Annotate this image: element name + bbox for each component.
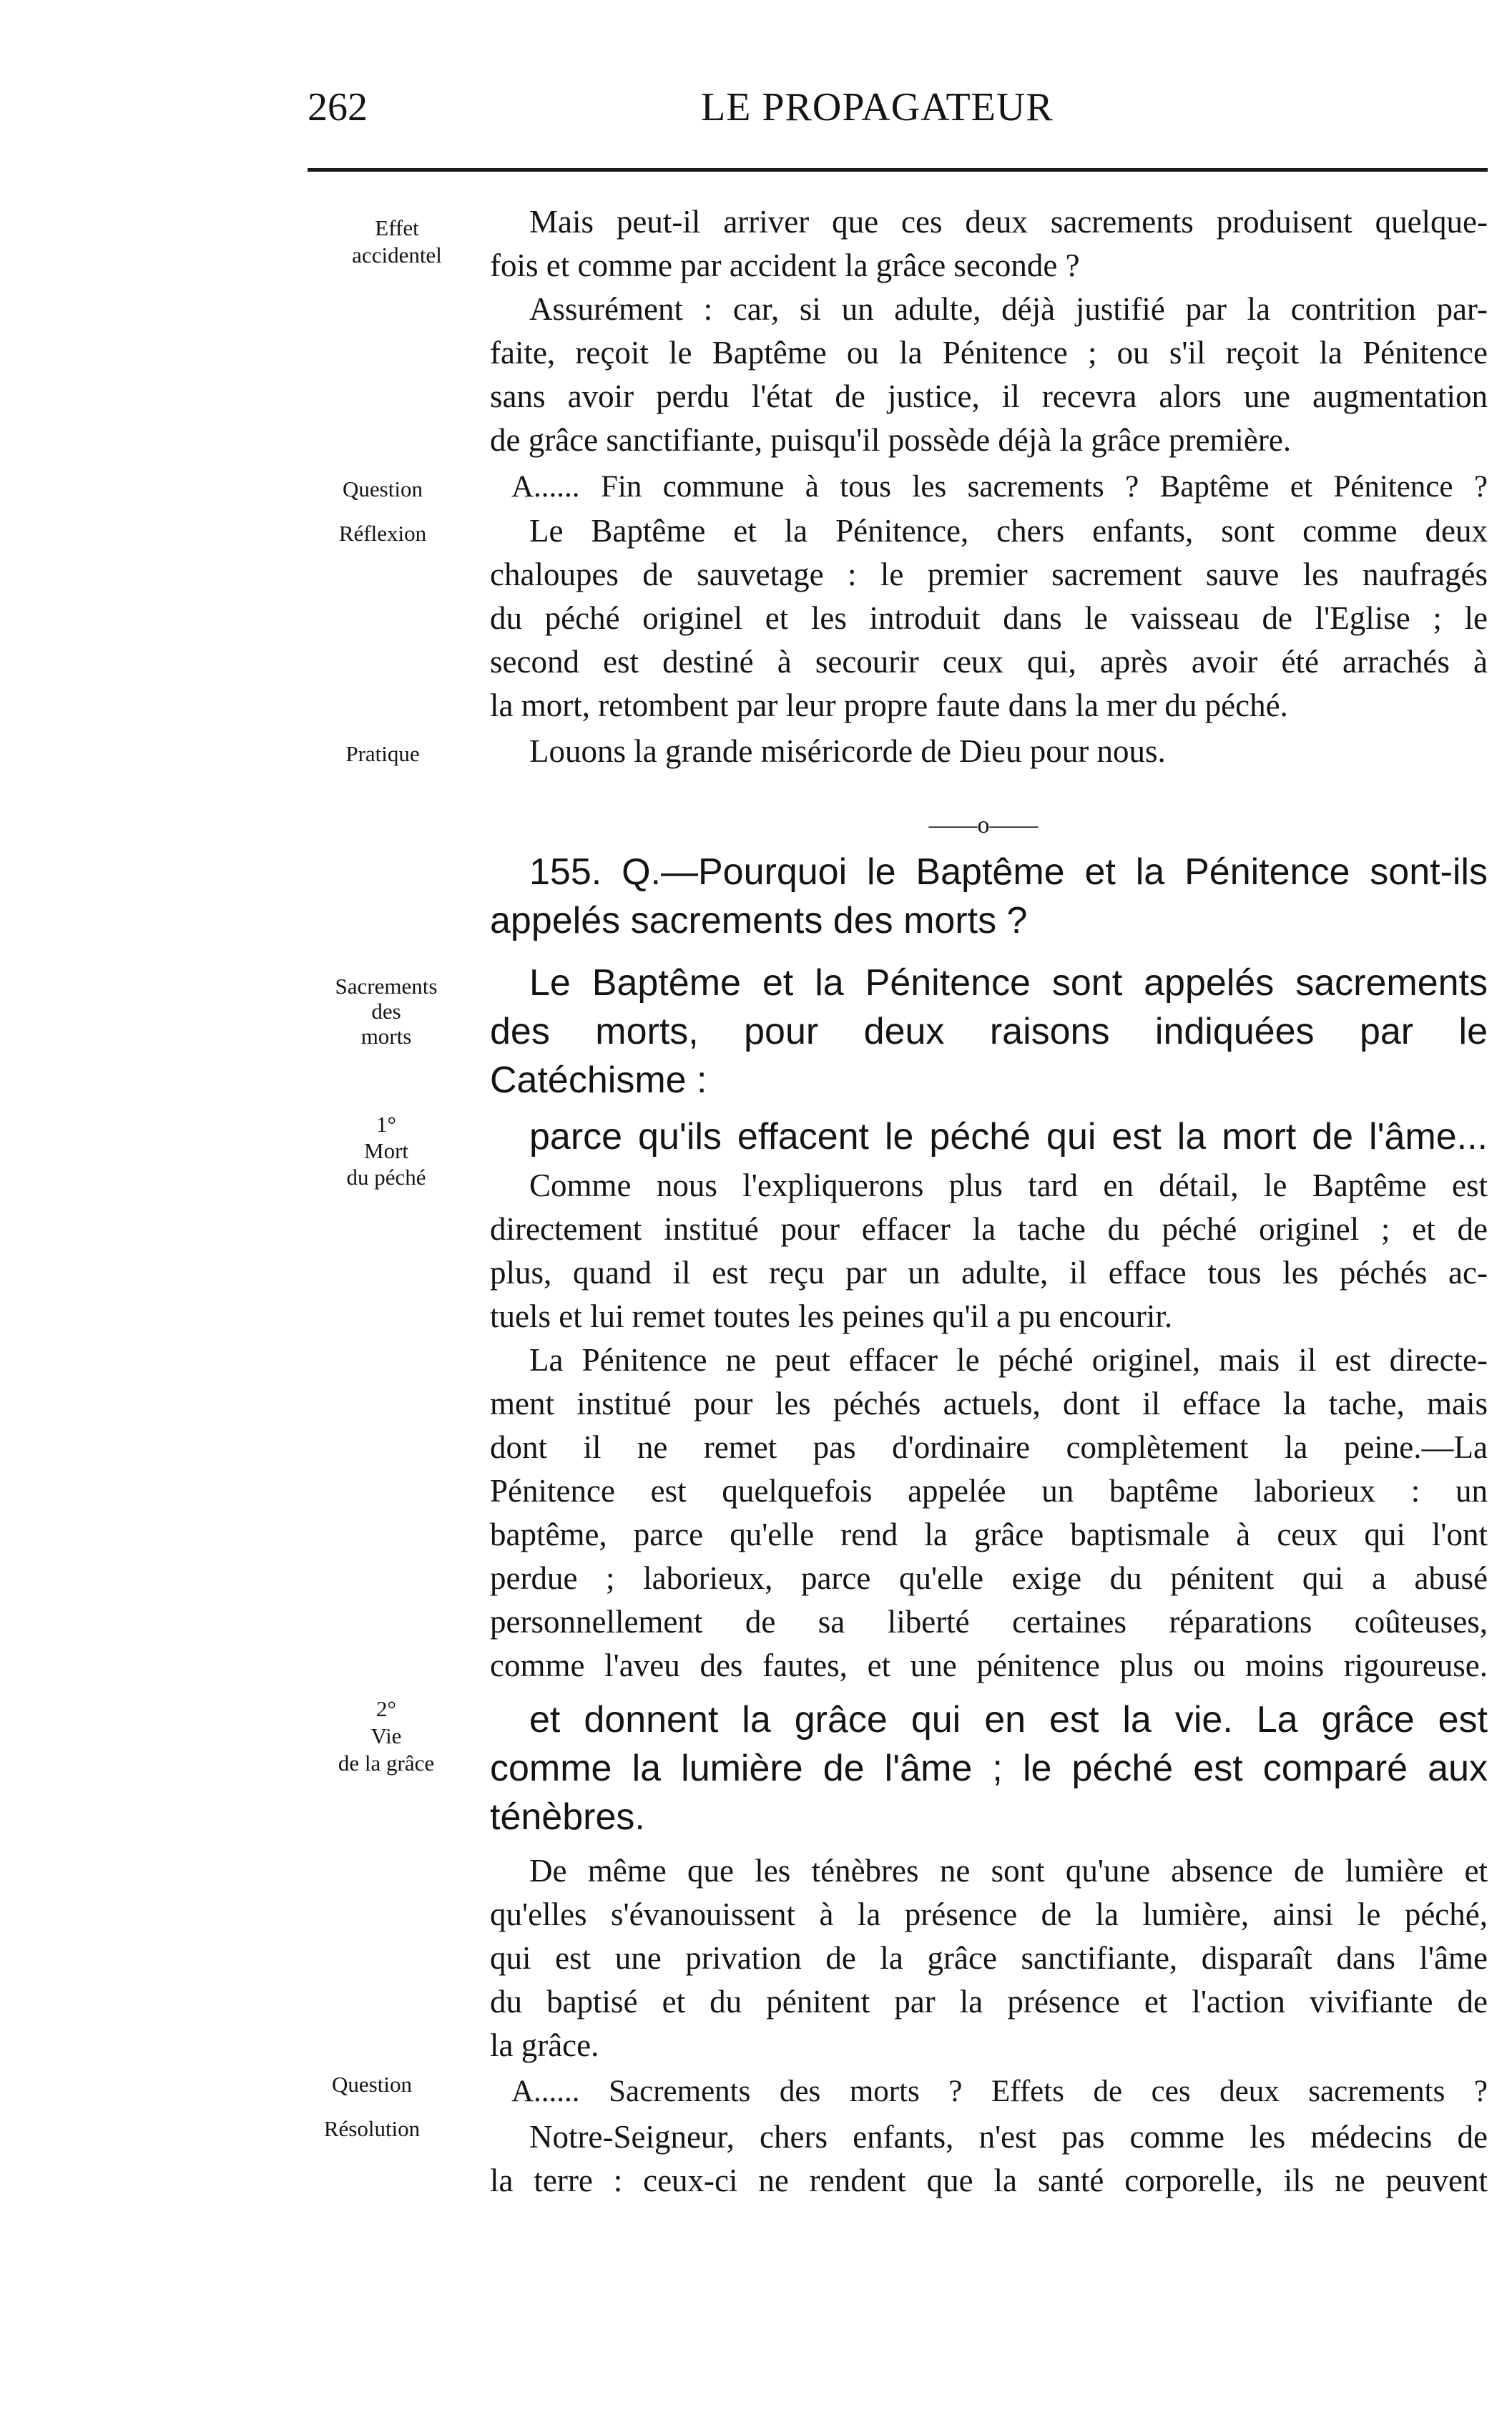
margin-note: accidentel bbox=[352, 243, 442, 268]
body-line: ment institué pour les péchés actuels, dont il efface la tache, mais bbox=[490, 1386, 1488, 1421]
running-title: LE PROPAGATEUR bbox=[701, 85, 1054, 129]
answer-line: parce qu'ils effacent le péché qui est la mort de l'âme... bbox=[529, 1116, 1488, 1157]
body-line: qui est une privation de la grâce sanctifiante, disparaît dans l'âme bbox=[490, 1940, 1488, 1976]
body-line: sans avoir perdu l'état de justice, il recevra alors une augmentation bbox=[490, 378, 1488, 414]
body-line: Assurément : car, si un adulte, déjà justifié par la contrition par- bbox=[529, 291, 1488, 327]
margin-note: morts bbox=[360, 1024, 412, 1049]
body-line: chaloupes de sauvetage : le premier sacrement sauve les naufragés bbox=[490, 557, 1488, 592]
margin-note: des bbox=[371, 999, 401, 1024]
body-line: Comme nous l'expliquerons plus tard en détail, le Baptême est bbox=[529, 1168, 1488, 1203]
margin-note: Sacrements bbox=[335, 974, 438, 999]
body-line: Louons la grande miséricorde de Dieu pour nous. bbox=[529, 733, 1166, 769]
body-line: personnellement de sa liberté certaines réparations coûteuses, bbox=[490, 1604, 1488, 1640]
margin-note: Pratique bbox=[345, 741, 420, 766]
question-line: A...... Sacrements des morts ? Effets de ces deux sacrements ? bbox=[511, 2075, 1488, 2108]
body-line: perdue ; laborieux, parce qu'elle exige du pénitent qui a abusé bbox=[490, 1560, 1488, 1596]
answer-line: ténèbres. bbox=[490, 1796, 645, 1838]
header-rule bbox=[308, 168, 1488, 172]
margin-note: 1° bbox=[376, 1112, 396, 1137]
body-line: du péché originel et les introduit dans le vaisseau de l'Eglise ; le bbox=[490, 600, 1488, 636]
body-line: Notre-Seigneur, chers enfants, n'est pas comme les médecins de bbox=[529, 2119, 1488, 2155]
section-separator: ——o—— bbox=[928, 812, 1039, 838]
question-heading: 155. Q.—Pourquoi le Baptême et la Pénitence sont-ils bbox=[529, 851, 1488, 893]
margin-note: 2° bbox=[376, 1696, 396, 1721]
body-line: second est destiné à secourir ceux qui, après avoir été arrachés à bbox=[490, 644, 1488, 680]
body-line: faite, reçoit le Baptême ou la Pénitence ; ou s'il reçoit la Pénitence bbox=[490, 335, 1488, 371]
body-line: Le Baptême et la Pénitence, chers enfants, sont comme deux bbox=[529, 513, 1488, 549]
body-line: la terre : ceux-ci ne rendent que la santé corporelle, ils ne peuvent bbox=[490, 2163, 1488, 2198]
margin-note: Question bbox=[343, 476, 423, 501]
margin-note: Réflexion bbox=[338, 521, 427, 546]
body-line: De même que les ténèbres ne sont qu'une absence de lumière et bbox=[529, 1853, 1488, 1889]
body-line: qu'elles s'évanouissent à la présence de la lumière, ainsi le péché, bbox=[490, 1896, 1488, 1932]
margin-note: Vie bbox=[370, 1723, 402, 1748]
body-line: La Pénitence ne peut effacer le péché originel, mais il est directe- bbox=[529, 1342, 1488, 1378]
body-line: la mort, retombent par leur propre faute dans la mer du péché. bbox=[490, 687, 1288, 723]
margin-note: de la grâce bbox=[338, 1751, 435, 1776]
answer-line: Catéchisme : bbox=[490, 1059, 707, 1101]
body-line: tuels et lui remet toutes les peines qu'il a pu encourir. bbox=[490, 1298, 1173, 1334]
margin-note: Effet bbox=[375, 215, 419, 240]
body-line: du baptisé et du pénitent par la présence et l'action vivifiante de bbox=[490, 1984, 1488, 2020]
body-line: directement institué pour effacer la tache du péché originel ; et de bbox=[490, 1211, 1488, 1247]
body-line: baptême, parce qu'elle rend la grâce baptismale à ceux qui l'ont bbox=[490, 1517, 1488, 1552]
answer-line: comme la lumière de l'âme ; le péché est comparé aux bbox=[490, 1748, 1488, 1789]
body-line: dont il ne remet pas d'ordinaire complètement la peine.—La bbox=[490, 1429, 1488, 1465]
margin-note: Résolution bbox=[323, 2116, 421, 2141]
body-line: la grâce. bbox=[490, 2027, 599, 2063]
answer-line: des morts, pour deux raisons indiquées par le bbox=[490, 1011, 1488, 1052]
page-number: 262 bbox=[308, 85, 368, 129]
body-line: Pénitence est quelquefois appelée un baptême laborieux : un bbox=[490, 1473, 1488, 1509]
question-line: A...... Fin commune à tous les sacrements ? Baptême et Pénitence ? bbox=[511, 470, 1488, 504]
question-heading: appelés sacrements des morts ? bbox=[490, 900, 1028, 941]
body-line: de grâce sanctifiante, puisqu'il possède déjà la grâce première. bbox=[490, 422, 1292, 458]
answer-line: Le Baptême et la Pénitence sont appelés sacrements bbox=[529, 962, 1488, 1004]
margin-note: du péché bbox=[346, 1165, 426, 1190]
margin-note: Question bbox=[332, 2072, 412, 2097]
body-line: plus, quand il est reçu par un adulte, il efface tous les péchés ac- bbox=[490, 1255, 1488, 1291]
body-line: Mais peut-il arriver que ces deux sacrements produisent quelque- bbox=[529, 204, 1488, 240]
body-line: comme l'aveu des fautes, et une pénitence plus ou moins rigoureuse. bbox=[490, 1648, 1488, 1683]
margin-note: Mort bbox=[364, 1138, 408, 1163]
answer-line: et donnent la grâce qui en est la vie. La grâce est bbox=[529, 1699, 1488, 1741]
body-line: fois et comme par accident la grâce seconde ? bbox=[490, 248, 1080, 283]
